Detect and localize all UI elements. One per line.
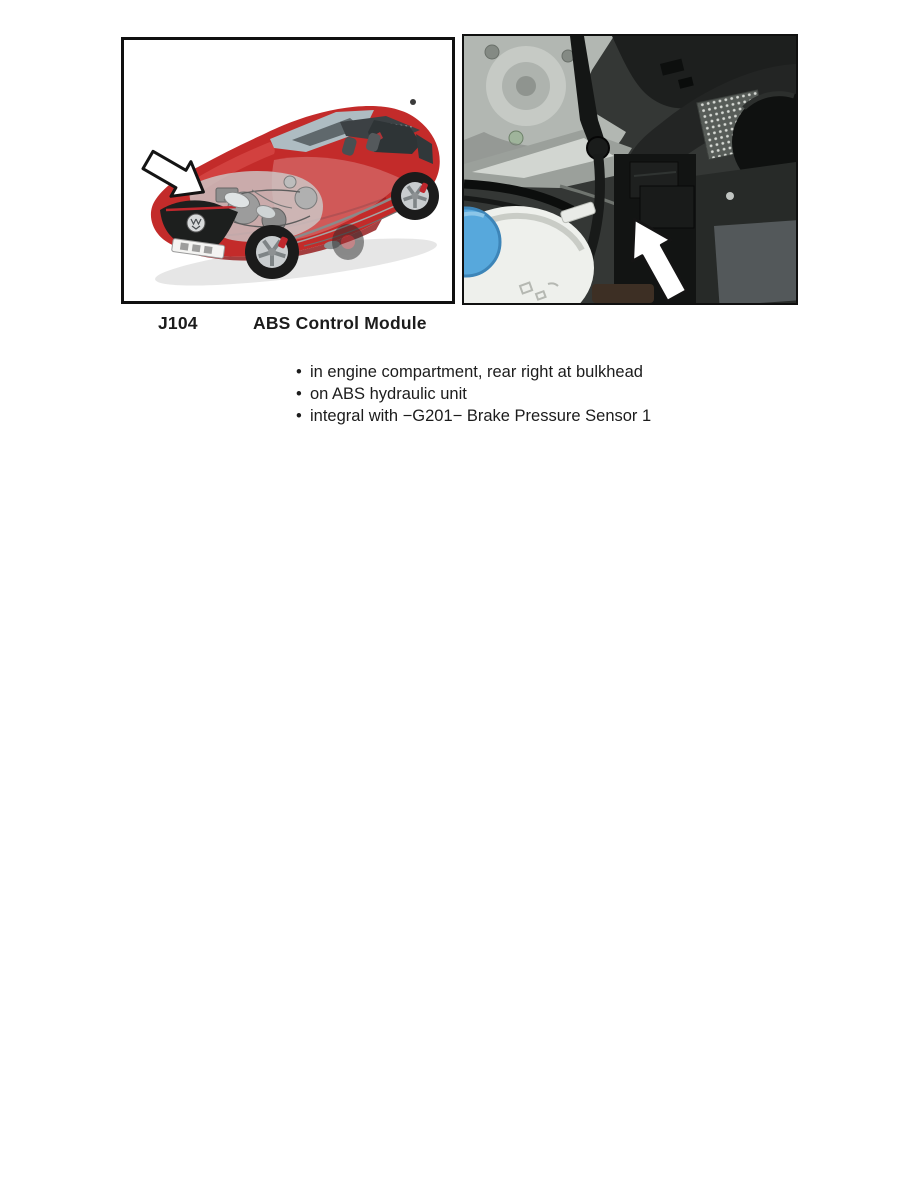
list-item-text: in engine compartment, rear right at bulkhead — [310, 363, 643, 381]
bullet-icon: • — [296, 407, 302, 425]
far-front-wheel — [332, 224, 364, 260]
bolt-1 — [485, 45, 499, 59]
engine-compartment-photo — [464, 36, 796, 303]
component-title: ABS Control Module — [253, 313, 427, 333]
list-item — [296, 361, 651, 383]
list-item-text: on ABS hydraulic unit — [310, 385, 467, 403]
figure-engine-compartment — [462, 34, 798, 305]
vehicle-cutaway-illustration — [124, 40, 452, 301]
component-id: J104 — [158, 313, 198, 333]
list-item — [296, 383, 651, 405]
list-item — [296, 405, 651, 427]
strut-top — [284, 176, 296, 188]
component-details-list — [296, 361, 651, 427]
cover-bolt — [726, 192, 734, 200]
ground-rust — [592, 284, 654, 303]
list-item-text: integral with −G201− Brake Pressure Sensor 1 — [310, 407, 652, 425]
bullet-icon: • — [296, 363, 302, 381]
brake-booster — [295, 187, 317, 209]
washer-reservoir — [464, 201, 596, 303]
antenna — [410, 99, 416, 105]
rear-wheel — [391, 172, 439, 220]
bullet-icon: • — [296, 385, 302, 403]
abs-hydraulic-unit — [640, 186, 694, 228]
front-wheel — [245, 225, 299, 279]
figure-vehicle-overview — [121, 37, 455, 304]
